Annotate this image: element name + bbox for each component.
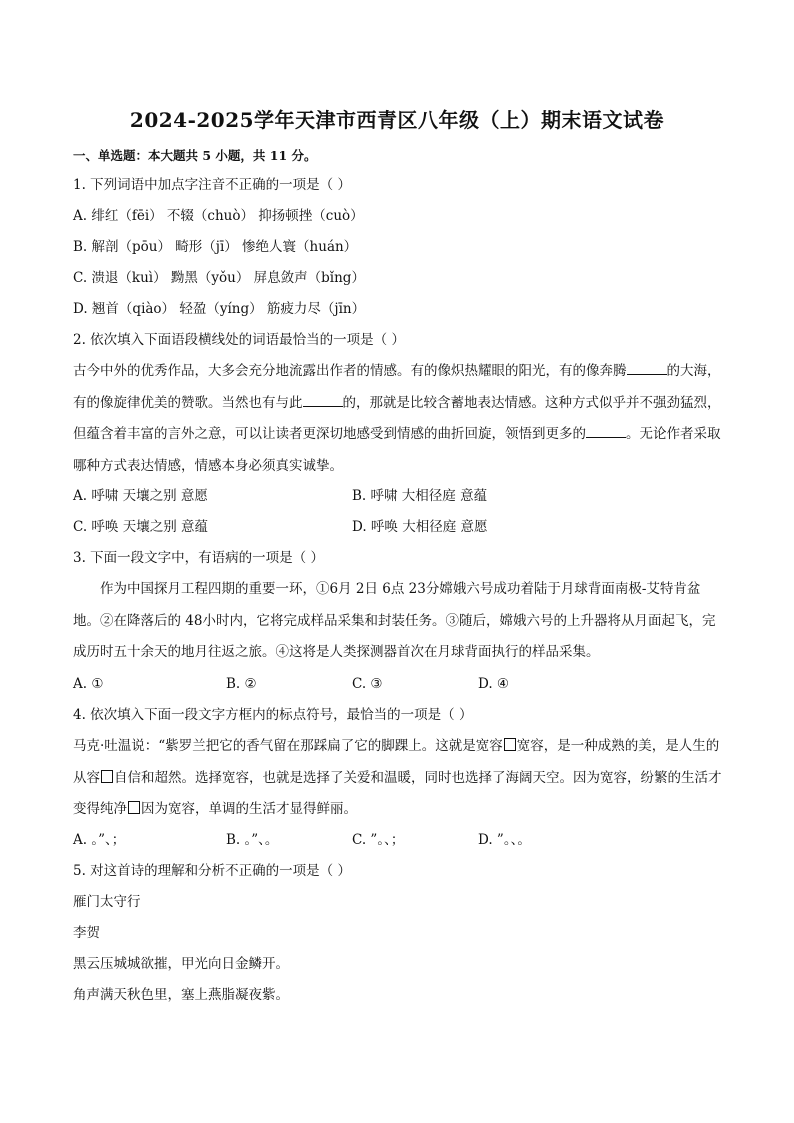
q1-option-c[interactable]: C. 溃退（kuì） 黝黑（yǒu） 屏息敛声（bǐng）: [73, 270, 365, 286]
q2-passage-part1: 古今中外的优秀作品，大多会充分地流露出作者的情感。有的像炽热耀眼的阳光，有的像奔腾: [73, 363, 627, 379]
q3-stem: 3. 下面一段文字中，有语病的一项是（ ）: [73, 550, 324, 566]
q4-option-c[interactable]: C. ”。、；: [352, 832, 405, 848]
q2-blank-1: [627, 360, 667, 375]
q4-box-3: [128, 801, 140, 814]
q4-passage-part3: 自信和超然。选择宽容，也就是选择了关爱和温暖，同时也选择了海阔天空。因为宽容，纷繁的生活才变得纯净: [73, 769, 722, 817]
q4-option-a[interactable]: A. 。”、；: [73, 832, 126, 848]
q3-option-d[interactable]: D. ④: [478, 676, 510, 692]
q2-option-d[interactable]: D. 呼唤 大相径庭 意愿: [352, 519, 488, 535]
q2-passage: [73, 356, 723, 482]
section-heading: 一、单选题：本大题共 5 小题，共 11 分。: [73, 148, 317, 163]
q2-option-c[interactable]: C. 呼唤 天壤之别 意蕴: [73, 519, 209, 535]
q3-passage: 作为中国探月工程四期的重要一环，①6月 2日 6点 23分嫦娥六号成功着陆于月球背面南极-艾特肯盆地。②在降落后的 48小时内，它将完成样品采集和封装任务。③随后，嫦娥六号的上升器将从月面起飞，完成历时五十余天的地月往返之旅。④这将是人类探测器首次在月球背面执行的样品采集。: [73, 581, 716, 660]
q4-option-b[interactable]: B. 。”、。: [226, 832, 279, 848]
q2-stem: 2. 依次填入下面语段横线处的词语最恰当的一项是（ ）: [73, 332, 405, 348]
q5-poem-title: 雁门太守行: [73, 894, 141, 910]
exam-title: 2024-2025学年天津市西青区八年级（上）期末语文试卷: [129, 108, 665, 132]
q1-stem: 1. 下列词语中加点字注音不正确的一项是（ ）: [73, 177, 351, 193]
q3-option-c[interactable]: C. ③: [352, 676, 383, 692]
q2-option-a[interactable]: A. 呼啸 天壤之别 意愿: [73, 488, 208, 504]
q4-box-2: [101, 770, 113, 783]
q1-option-a[interactable]: A. 绯红（fēi） 不辍（chuò） 抑扬顿挫（cuò）: [73, 208, 364, 224]
q4-passage-part2: 宽容，是一种成熟的美，是人生的从容: [73, 738, 720, 786]
q1-option-d[interactable]: D. 翘首（qiào） 轻盈（yíng） 筋疲力尽（jīn）: [73, 301, 366, 317]
q5-poem-author: 李贺: [73, 925, 100, 941]
q4-passage: [73, 731, 723, 826]
q2-blank-3: [586, 423, 626, 438]
q2-option-b[interactable]: B. 呼啸 大相径庭 意蕴: [352, 488, 488, 504]
q3-option-b[interactable]: B. ②: [226, 676, 257, 692]
q3-option-a[interactable]: A. ①: [73, 676, 104, 692]
q5-stem: 5. 对这首诗的理解和分析不正确的一项是（ ）: [73, 863, 351, 879]
q4-stem: 4. 依次填入下面一段文字方框内的标点符号，最恰当的一项是（ ）: [73, 707, 473, 723]
q5-poem-line-2: 角声满天秋色里，塞上燕脂凝夜紫。: [73, 987, 289, 1003]
q4-passage-part4: 因为宽容，单调的生活才显得鲜丽。: [141, 801, 357, 817]
q4-option-d[interactable]: D. ”。、。: [478, 832, 531, 848]
q4-passage-part1: 马克·吐温说：“紫罗兰把它的香气留在那踩扁了它的脚踝上。这就是宽容: [73, 738, 503, 754]
q4-box-1: [504, 738, 516, 751]
q1-option-b[interactable]: B. 解剖（pōu） 畸形（jī） 惨绝人寰（huán）: [73, 239, 358, 255]
q2-blank-2: [303, 392, 343, 407]
q2-passage-part4: 。无论作者采取哪种方式表达情感，情感本身必须真实诚挚。: [73, 426, 721, 474]
q5-poem-line-1: 黑云压城城欲摧，甲光向日金鳞开。: [73, 956, 289, 972]
q2-passage-part2: 的大海，有的像旋律优美的赞歌。当然也有与此: [73, 363, 721, 411]
q2-passage-part3: 的，那就是比较含蓄地表达情感。这种方式似乎并不强劲猛烈，但蕴含着丰富的言外之意，可以让读者更深切地感受到情感的曲折回旋，领悟到更多的: [73, 394, 721, 442]
